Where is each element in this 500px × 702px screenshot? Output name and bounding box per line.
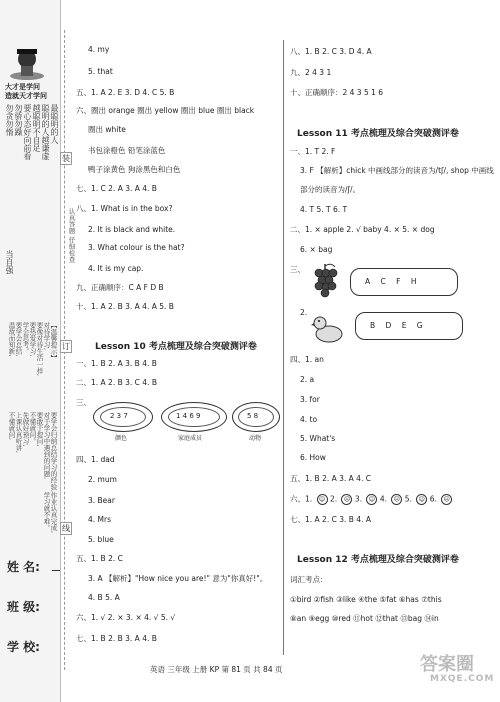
answer-line: 九、正确顺序：C A F D B bbox=[76, 283, 164, 292]
poem-col-2: 聪明的人越谦虚 bbox=[41, 104, 50, 160]
answer-line: 5. What's bbox=[300, 434, 336, 443]
answer-line: 3. F 【解析】chick 中画线部分的读音为/tʃ/, shop 中画线 bbox=[300, 166, 494, 175]
answer-line: 4. It is my cap. bbox=[88, 264, 144, 273]
face-num: 2. bbox=[329, 494, 338, 504]
motto-line-1: 大才是学问 bbox=[5, 83, 40, 91]
letter-box-2-text: B D E G bbox=[370, 321, 427, 330]
answer-line-liu bbox=[290, 494, 452, 505]
answer-line: 七、1. A 2. C 3. B 4. A bbox=[290, 515, 371, 524]
ellipse-family bbox=[161, 402, 227, 432]
answer-line: 6. How bbox=[300, 453, 326, 462]
answer-line: 4. my bbox=[88, 45, 110, 54]
poem-col-1: 最聪明的人 bbox=[50, 104, 59, 144]
tip-col: 不懂就问, bbox=[7, 412, 16, 441]
watermark-logo: 答案圈 bbox=[420, 654, 474, 675]
answer-line: 2. mum bbox=[88, 475, 117, 484]
answer-line: 十、正确顺序：2 4 3 5 1 6 bbox=[290, 88, 384, 97]
answer-line: 部分的读音为/ʃ/。 bbox=[300, 185, 361, 194]
answer-line: 三、 bbox=[290, 265, 305, 274]
smiley-face-icon: ☺ bbox=[416, 494, 427, 505]
duck-image bbox=[311, 312, 345, 344]
ellipse-colors bbox=[93, 402, 153, 432]
lesson-12-title: Lesson 12 考点梳理及综合突破测评卷 bbox=[297, 555, 459, 565]
answer-line: 四、1. an bbox=[290, 355, 324, 364]
lesson-11-title: Lesson 11 考点梳理及综合突破测评卷 bbox=[297, 129, 459, 139]
name-label: 姓 名: bbox=[7, 560, 40, 574]
answer-line: 八、1. What is in the box? bbox=[76, 204, 173, 213]
smiley-face-icon: ☺ bbox=[366, 494, 377, 505]
answer-line: 3. Bear bbox=[88, 496, 115, 505]
face-num: 5. bbox=[404, 494, 412, 504]
motto-line-2: 造就天才学问 bbox=[5, 92, 47, 100]
tip-col: 学会思考。 bbox=[21, 322, 30, 355]
class-label: 班 级: bbox=[7, 600, 40, 614]
face-num: 3. bbox=[354, 494, 363, 504]
answer-line: 4. T 5. T 6. T bbox=[300, 205, 348, 214]
answer-line: 3. What colour is the hat? bbox=[88, 243, 185, 252]
ellipse-numbers: 5 8 bbox=[247, 412, 259, 420]
poem-col-7: 当自强 bbox=[5, 250, 14, 274]
ellipse-animals bbox=[232, 402, 280, 432]
sad-face-icon: ☹ bbox=[341, 494, 352, 505]
ellipse-numbers: 1 4 6 9 bbox=[176, 412, 201, 420]
fold-mark-3: 线 bbox=[62, 524, 70, 533]
answer-line: 2. It is black and white. bbox=[88, 225, 176, 234]
mascot-image bbox=[8, 46, 46, 80]
sad-face-icon: ☹ bbox=[441, 494, 452, 505]
answer-line: 六、圈出 orange 圈出 yellow 圈出 blue 圈出 black bbox=[76, 106, 255, 115]
liu-label: 六、1. bbox=[290, 494, 313, 504]
poem-col-5: 勿骄勿躁 bbox=[14, 104, 23, 136]
answer-line: 五、1. B 2. A 3. A 4. C bbox=[290, 474, 371, 483]
school-label: 学 校: bbox=[7, 640, 40, 654]
tip-col: 对于学习中遇到的问题, bbox=[42, 412, 51, 480]
tip-col: 先做好预习, bbox=[21, 412, 30, 447]
poem-col-4: 要心态好向前看 bbox=[23, 104, 32, 160]
tip-col: 学习就不难。 bbox=[42, 492, 51, 531]
tip-col: 要敢于提问, bbox=[35, 412, 44, 447]
letter-box-1 bbox=[350, 268, 458, 296]
side-vertical-note: 认真答题 仔细检查 bbox=[67, 208, 76, 263]
poem-col-3: 越聪明不自足 bbox=[32, 104, 41, 152]
answer-line: 书包涂橙色 铅笔涂蓝色 bbox=[88, 146, 166, 155]
answer-line: 九、2 4 3 1 bbox=[290, 68, 332, 77]
tip-col: 不懂就问。 bbox=[28, 412, 37, 445]
tip-block bbox=[5, 322, 57, 544]
answer-line: 3. A 【解析】"How nice you are!" 意为"你真好!"。 bbox=[88, 574, 268, 583]
answer-line: 十、1. A 2. B 3. A 4. A 5. B bbox=[76, 302, 174, 311]
tip-col: 温故而知新, bbox=[7, 322, 16, 357]
ellipse-caption: 动物 bbox=[249, 435, 262, 442]
answer-line: 圈出 white bbox=[88, 125, 126, 134]
tip-col: 要热爱学习, bbox=[28, 322, 37, 357]
answer-line: 七、1. B 2. B 3. A 4. B bbox=[76, 634, 157, 643]
answer-line: 2. a bbox=[300, 375, 315, 384]
answer-line: 二、1. × apple 2. √ baby 4. × 5. × dog bbox=[290, 225, 435, 234]
letter-box-2 bbox=[355, 312, 463, 340]
answer-line: 六、1. √ 2. × 3. × 4. √ 5. √ bbox=[76, 613, 176, 622]
answer-line: 5. blue bbox=[88, 535, 114, 544]
smiley-face-icon: ☺ bbox=[317, 494, 328, 505]
tip-col: 要学会归纳总结学习的经验, bbox=[49, 412, 57, 493]
vocab-row-2: ⑧an ⑨egg ⑩red ⑪hot ⑫that ⑬bag ⑭in bbox=[290, 614, 439, 623]
answer-line: 四、1. dad bbox=[76, 455, 115, 464]
vocab-intro: 词汇考点： bbox=[290, 575, 328, 584]
answer-line: 4. to bbox=[300, 415, 318, 424]
answer-line: 八、1. B 2. C 3. D 4. A bbox=[290, 47, 372, 56]
ellipse-caption: 家庭成员 bbox=[178, 435, 203, 442]
ellipse-numbers: 2 3 7 bbox=[110, 412, 128, 420]
answer-line: 鸭子涂黄色 狗涂黑色和白色 bbox=[88, 165, 181, 174]
page-footer: 英语 三年级 上册 KP 第 81 页 共 84 页 bbox=[150, 665, 283, 674]
fold-mark-1: 装 bbox=[62, 154, 70, 163]
tip-col: 要学会总结, bbox=[14, 322, 23, 357]
ellipse-caption: 颜色 bbox=[115, 435, 128, 442]
answer-line: 5. that bbox=[88, 67, 113, 76]
tip-col: 要像对待生活一样, bbox=[35, 322, 44, 377]
answer-line: 二、1. A 2. B 3. C 4. B bbox=[76, 378, 157, 387]
answer-line: 五、1. B 2. C bbox=[76, 554, 123, 563]
answer-line: 三、 bbox=[76, 398, 91, 407]
tip-col: 【温馨提示】 bbox=[49, 322, 57, 361]
answer-line: 4. Mrs bbox=[88, 515, 112, 524]
poem-col-6: 勿贪勿惰 bbox=[5, 104, 14, 136]
answer-line-2: 2. bbox=[300, 308, 308, 317]
answer-line: 七、1. C 2. A 3. A 4. B bbox=[76, 184, 157, 193]
tip-col: 对待学习, bbox=[42, 322, 51, 351]
answer-line: 五、1. A 2. E 3. D 4. C 5. B bbox=[76, 88, 175, 97]
fold-mark-2: 订 bbox=[62, 342, 70, 351]
sad-face-icon: ☹ bbox=[391, 494, 402, 505]
tip-col: 作业认真完成, bbox=[49, 492, 57, 534]
answer-line: 4. B 5. A bbox=[88, 593, 120, 602]
answer-line: 3. for bbox=[300, 395, 320, 404]
answer-line: 6. × bag bbox=[300, 245, 333, 254]
lesson-10-title: Lesson 10 考点梳理及综合突破测评卷 bbox=[95, 342, 257, 352]
answer-line: 一、1. B 2. A 3. B 4. B bbox=[76, 359, 157, 368]
watermark-url: MXQE.COM bbox=[430, 674, 495, 684]
vocab-row-1: ①bird ②fish ③like ④the ⑤fat ⑥has ⑦this bbox=[290, 595, 442, 604]
letter-box-1-text: A C F H bbox=[365, 277, 421, 286]
tip-col: 上课认真听讲, bbox=[14, 412, 23, 454]
grapes-image bbox=[311, 262, 339, 298]
answer-line: 一、1. T 2. F bbox=[290, 147, 336, 156]
face-num: 4. bbox=[379, 494, 387, 504]
face-num: 6. bbox=[429, 494, 437, 504]
name-line[interactable] bbox=[52, 570, 60, 571]
column-divider bbox=[283, 40, 284, 655]
